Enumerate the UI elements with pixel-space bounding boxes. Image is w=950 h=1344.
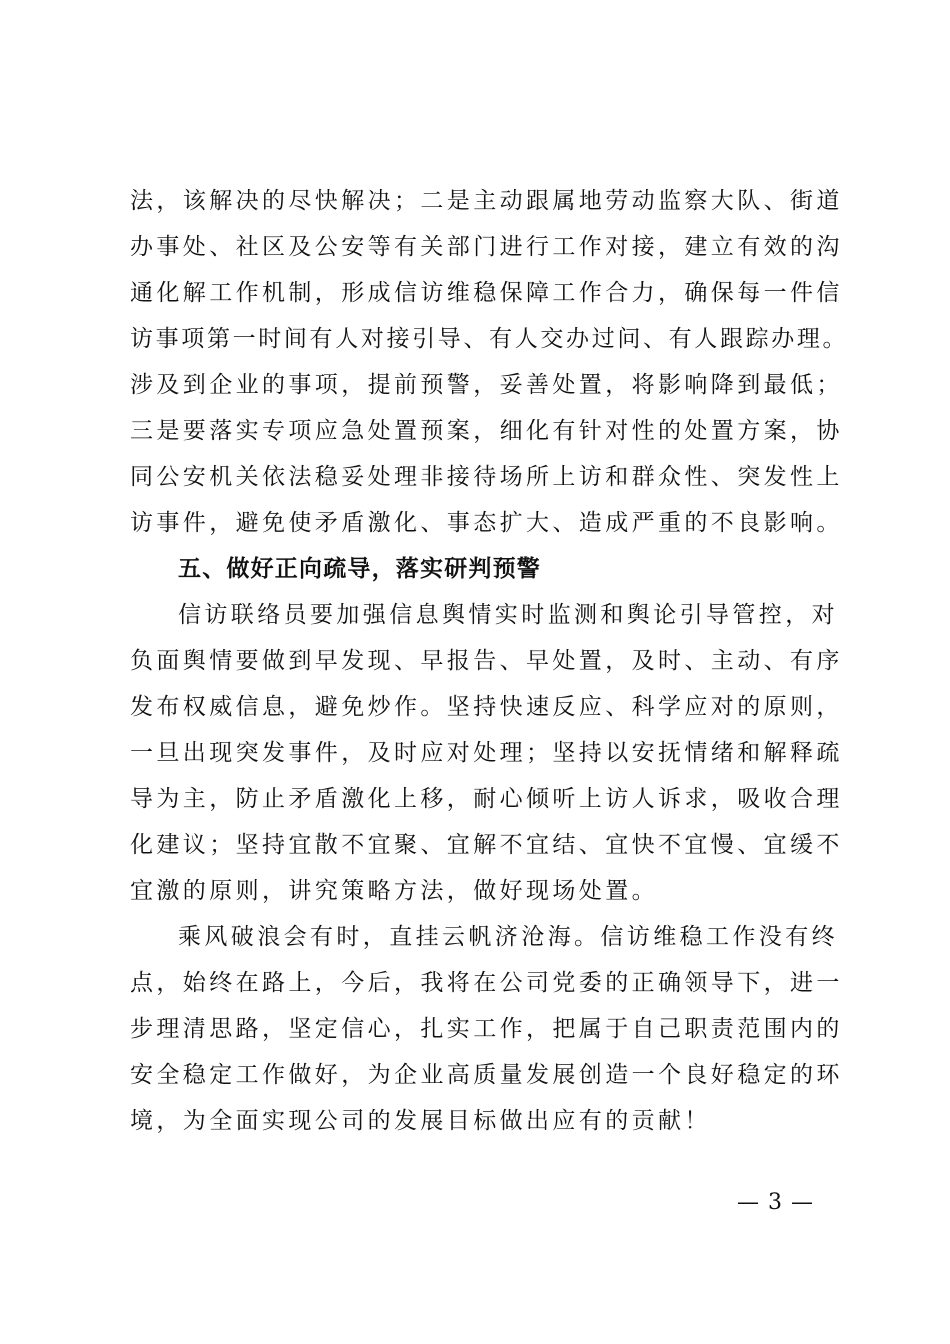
text-line: 访事项第一时间有人对接引导、有人交办过问、有人跟踪办理。 — [130, 326, 849, 352]
text-line: 导为主，防止矛盾激化上移，耐心倾听上访人诉求，吸收合理 — [130, 786, 843, 812]
text-line: 涉及到企业的事项，提前预警，妥善处置，将影响降到最低； — [130, 372, 843, 398]
text-line: 境，为全面实现公司的发展目标做出应有的贡献！ — [130, 1108, 711, 1134]
text-line: 三是要落实专项应急处置预案，细化有针对性的处置方案，协 — [130, 418, 843, 444]
text-line: 信访联络员要加强信息舆情实时监测和舆论引导管控，对 — [178, 602, 838, 628]
text-line: 负面舆情要做到早发现、早报告、早处置，及时、主动、有序 — [130, 648, 843, 674]
text-line: 点，始终在路上，今后，我将在公司党委的正确领导下，进一 — [130, 970, 843, 996]
text-line: 化建议；坚持宜散不宜聚、宜解不宜结、宜快不宜慢、宜缓不 — [130, 832, 843, 858]
text-line: 办事处、社区及公安等有关部门进行工作对接，建立有效的沟 — [130, 234, 843, 260]
text-line: 一旦出现突发事件，及时应对处理；坚持以安抚情绪和解释疏 — [130, 740, 843, 766]
page-number: — 3 — — [737, 1190, 814, 1215]
text-line: 宜激的原则，讲究策略方法，做好现场处置。 — [130, 878, 658, 904]
text-line: 通化解工作机制，形成信访维稳保障工作合力，确保每一件信 — [130, 280, 843, 306]
text-line: 同公安机关依法稳妥处理非接待场所上访和群众性、突发性上 — [130, 464, 843, 490]
body-text — [130, 178, 850, 1144]
text-line: 法，该解决的尽快解决；二是主动跟属地劳动监察大队、街道 — [130, 188, 843, 214]
section-heading: 五、做好正向疏导，落实研判预警 — [178, 556, 541, 582]
text-line: 步理清思路，坚定信心，扎实工作，把属于自己职责范围内的 — [130, 1016, 843, 1042]
text-line: 乘风破浪会有时，直挂云帆济沧海。信访维稳工作没有终 — [178, 924, 838, 950]
text-line: 发布权威信息，避免炒作。坚持快速反应、科学应对的原则， — [130, 694, 843, 720]
text-line: 安全稳定工作做好，为企业高质量发展创造一个良好稳定的环 — [130, 1062, 843, 1088]
text-line: 访事件，避免使矛盾激化、事态扩大、造成严重的不良影响。 — [130, 510, 843, 536]
